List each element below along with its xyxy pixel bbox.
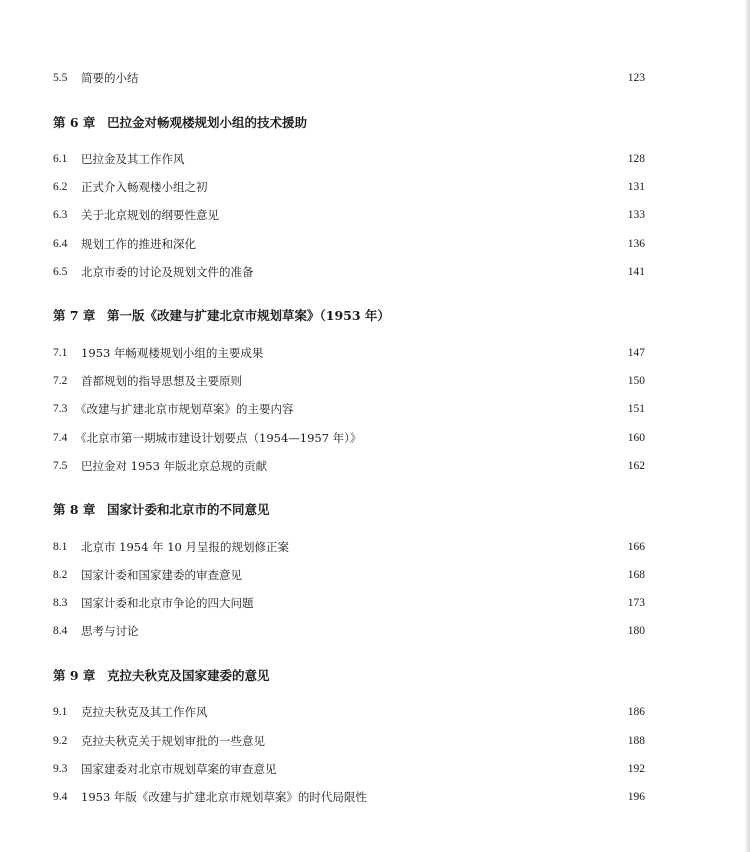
page-number: 166 [627,541,645,553]
page-number: 123 [627,72,645,84]
toc-entry-6-2 [53,177,645,197]
section-title: 北京市 1954 年 10 月呈报的规划修正案 [81,540,290,554]
toc-entry-8-3 [53,593,645,613]
chapter-label: 第 7 章 [53,308,96,323]
page-number: 162 [627,460,645,472]
page-number: 186 [627,706,645,718]
section-title: 巴拉金及其工作作风 [81,152,185,166]
page-number: 133 [627,209,645,221]
section-title: 1953 年畅观楼规划小组的主要成果 [81,346,264,360]
toc-entry-8-4 [53,621,645,641]
page-number: 141 [627,266,645,278]
chapter-8-heading [53,498,645,520]
page-number: 196 [627,791,645,803]
section-number: 7.2 [53,375,68,387]
toc-entry-7-4 [53,428,645,448]
section-number: 6.2 [53,181,68,193]
chapter-7-heading [53,304,645,326]
page-number: 131 [627,181,645,193]
toc-entry-9-1 [53,702,645,722]
section-title: 《北京市第一期城市建设计划要点（1954—1957 年）》 [75,431,362,445]
section-title: 1953 年版《改建与扩建北京市规划草案》的时代局限性 [81,790,367,804]
page-number: 128 [627,153,645,165]
chapter-label: 第 8 章 [53,502,96,517]
section-number: 9.1 [53,706,68,718]
toc-entry-8-1 [53,537,645,557]
section-number: 7.1 [53,347,68,359]
page-number: 160 [627,432,645,444]
section-number: 9.4 [53,791,68,803]
chapter-label: 第 6 章 [53,115,96,130]
toc-entry-7-5 [53,456,645,476]
toc-entry-8-2 [53,565,645,585]
toc-entry-6-4 [53,234,645,254]
section-number: 6.1 [53,153,68,165]
section-number: 8.1 [53,541,68,553]
section-number: 9.2 [53,735,68,747]
toc-entry-6-5 [53,262,645,282]
page-edge-shadow [744,0,750,852]
toc-entry-9-4 [53,787,645,807]
toc-entry-9-2 [53,731,645,751]
section-number: 6.3 [53,209,68,221]
chapter-label: 第 9 章 [53,668,96,683]
toc-entry-7-2 [53,371,645,391]
section-title: 克拉夫秋克关于规划审批的一些意见 [81,734,265,748]
section-title: 简要的小结 [81,71,139,85]
toc-entry-9-3 [53,759,645,779]
section-title: 思考与讨论 [81,624,139,638]
section-number: 8.4 [53,625,68,637]
section-title: 国家建委对北京市规划草案的审查意见 [81,762,277,776]
page-number: 168 [627,569,645,581]
section-title: 首都规划的指导思想及主要原则 [81,374,242,388]
toc-entry-6-1 [53,149,645,169]
chapter-title: 巴拉金对畅观楼规划小组的技术援助 [107,115,308,130]
section-title: 国家计委和北京市争论的四大问题 [81,596,254,610]
page-number: 180 [627,625,645,637]
section-title: 规划工作的推进和深化 [81,237,196,251]
chapter-9-heading [53,664,645,686]
toc-entry-5-5 [53,68,645,88]
page-number: 188 [627,735,645,747]
page-number: 147 [627,347,645,359]
page-number: 151 [627,403,645,415]
chapter-6-heading [53,111,645,133]
section-title: 《改建与扩建北京市规划草案》的主要内容 [75,402,294,416]
section-number: 5.5 [53,72,68,84]
section-title: 正式介入畅观楼小组之初 [81,180,208,194]
chapter-title: 国家计委和北京市的不同意见 [107,502,270,517]
page-number: 136 [627,238,645,250]
section-number: 6.5 [53,266,68,278]
chapter-title: 第一版《改建与扩建北京市规划草案》（1953 年） [107,308,390,323]
toc-entry-7-3 [53,399,645,419]
section-title: 国家计委和国家建委的审查意见 [81,568,242,582]
page-number: 150 [627,375,645,387]
section-number: 9.3 [53,763,68,775]
page-number: 173 [627,597,645,609]
section-number: 8.3 [53,597,68,609]
section-title: 关于北京规划的纲要性意见 [81,208,219,222]
page-number: 192 [627,763,645,775]
section-title: 北京市委的讨论及规划文件的准备 [81,265,254,279]
section-title: 克拉夫秋克及其工作作风 [81,705,208,719]
section-title: 巴拉金对 1953 年版北京总规的贡献 [81,459,268,473]
section-number: 6.4 [53,238,68,250]
section-number: 7.3 [53,403,68,415]
toc-entry-7-1 [53,343,645,363]
chapter-title: 克拉夫秋克及国家建委的意见 [107,668,270,683]
section-number: 8.2 [53,569,68,581]
section-number: 7.4 [53,432,68,444]
section-number: 7.5 [53,460,68,472]
toc-entry-6-3 [53,205,645,225]
